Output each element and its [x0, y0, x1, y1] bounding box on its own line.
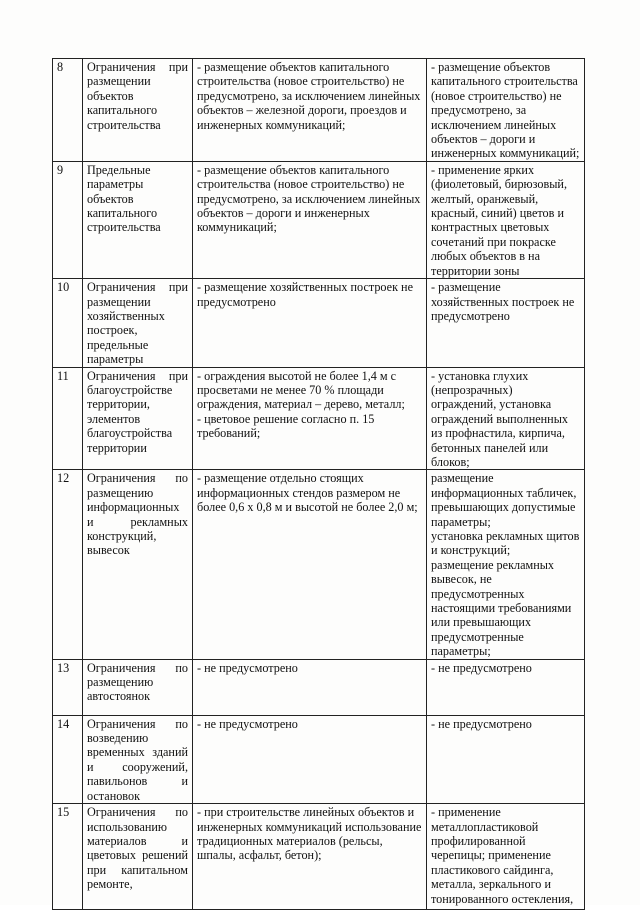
- prohibition-text: - применение металлопластиковой профилированной черепицы; применение пластикового сайдинга, металла, зеркального и тонированного остекления,: [427, 804, 585, 910]
- restriction-name: Ограничения при благоустройстве территории, элементов благоустройства территории: [83, 367, 193, 470]
- requirement-text: - при строительстве линейных объектов и инженерных коммуникаций использование традиционных материалов (рельсы, шпалы, асфальт, бетон);: [193, 804, 427, 910]
- row-number: 8: [53, 59, 83, 162]
- table-row: [53, 59, 585, 162]
- requirement-text: - размещение объектов капитального строительства (новое строительство) не предусмотрено, за исключением линейных объектов – дороги и инженерных коммуникаций;: [193, 161, 427, 278]
- row-number: 9: [53, 161, 83, 278]
- requirements-table: [52, 58, 585, 910]
- prohibition-text: - не предусмотрено: [427, 659, 585, 715]
- restriction-name: Предельные параметры объектов капитального строительства: [83, 161, 193, 278]
- requirement-text: - размещение хозяйственных построек не предусмотрено: [193, 279, 427, 367]
- prohibition-text: - не предусмотрено: [427, 715, 585, 803]
- restriction-name: Ограничения по размещению информационных и рекламных конструкций, вывесок: [83, 470, 193, 659]
- table-row: [53, 715, 585, 803]
- requirement-text: - размещение объектов капитального строительства (новое строительство) не предусмотрено, за исключением линейных объектов – железной дороги, проездов и инженерных коммуникаций;: [193, 59, 427, 162]
- table-row: [53, 161, 585, 278]
- restriction-name: Ограничения по возведению временных зданий и сооружений, павильонов и остановок: [83, 715, 193, 803]
- requirement-text: - не предусмотрено: [193, 659, 427, 715]
- prohibition-text: - размещение хозяйственных построек не предусмотрено: [427, 279, 585, 367]
- row-number: 15: [53, 804, 83, 910]
- row-number: 14: [53, 715, 83, 803]
- restriction-name: Ограничения при размещении хозяйственных построек, предельные параметры: [83, 279, 193, 367]
- row-number: 12: [53, 470, 83, 659]
- requirement-text: - не предусмотрено: [193, 715, 427, 803]
- row-number: 13: [53, 659, 83, 715]
- table-row: [53, 659, 585, 715]
- restriction-name: Ограничения при размещении объектов капитального строительства: [83, 59, 193, 162]
- row-number: 11: [53, 367, 83, 470]
- prohibition-text: - размещение объектов капитального строительства (новое строительство) не предусмотрено, за исключением линейных объектов – дороги и инженерных коммуникаций;: [427, 59, 585, 162]
- requirement-text: - размещение отдельно стоящих информационных стендов размером не более 0,6 х 0,8 м и высотой не более 2,0 м;: [193, 470, 427, 659]
- restriction-name: Ограничения по использованию материалов и цветовых решений при капитальном ремонте,: [83, 804, 193, 910]
- table-row: [53, 470, 585, 659]
- table-row: [53, 279, 585, 367]
- table-row: [53, 367, 585, 470]
- row-number: 10: [53, 279, 83, 367]
- prohibition-text: - применение ярких (фиолетовый, бирюзовый, желтый, оранжевый, красный, синий) цветов и контрастных цветовых сочетаний при покраске любых объектов в на территории зоны: [427, 161, 585, 278]
- prohibition-text: размещение информационных табличек, превышающих допустимые параметры; установка рекламных щитов и конструкций; размещение рекламных вывесок, не предусмотренных настоящими требованиями или превышающих предусмотренные параметры;: [427, 470, 585, 659]
- requirement-text: - ограждения высотой не более 1,4 м с просветами не менее 70 % площади ограждения, материал – дерево, металл; - цветовое решение согласно п. 15 требований;: [193, 367, 427, 470]
- prohibition-text: - установка глухих (непрозрачных) ограждений, установка ограждений выполненных из профнастила, кирпича, бетонных панелей или блоков;: [427, 367, 585, 470]
- restriction-name: Ограничения по размещению автостоянок: [83, 659, 193, 715]
- table-row: [53, 804, 585, 910]
